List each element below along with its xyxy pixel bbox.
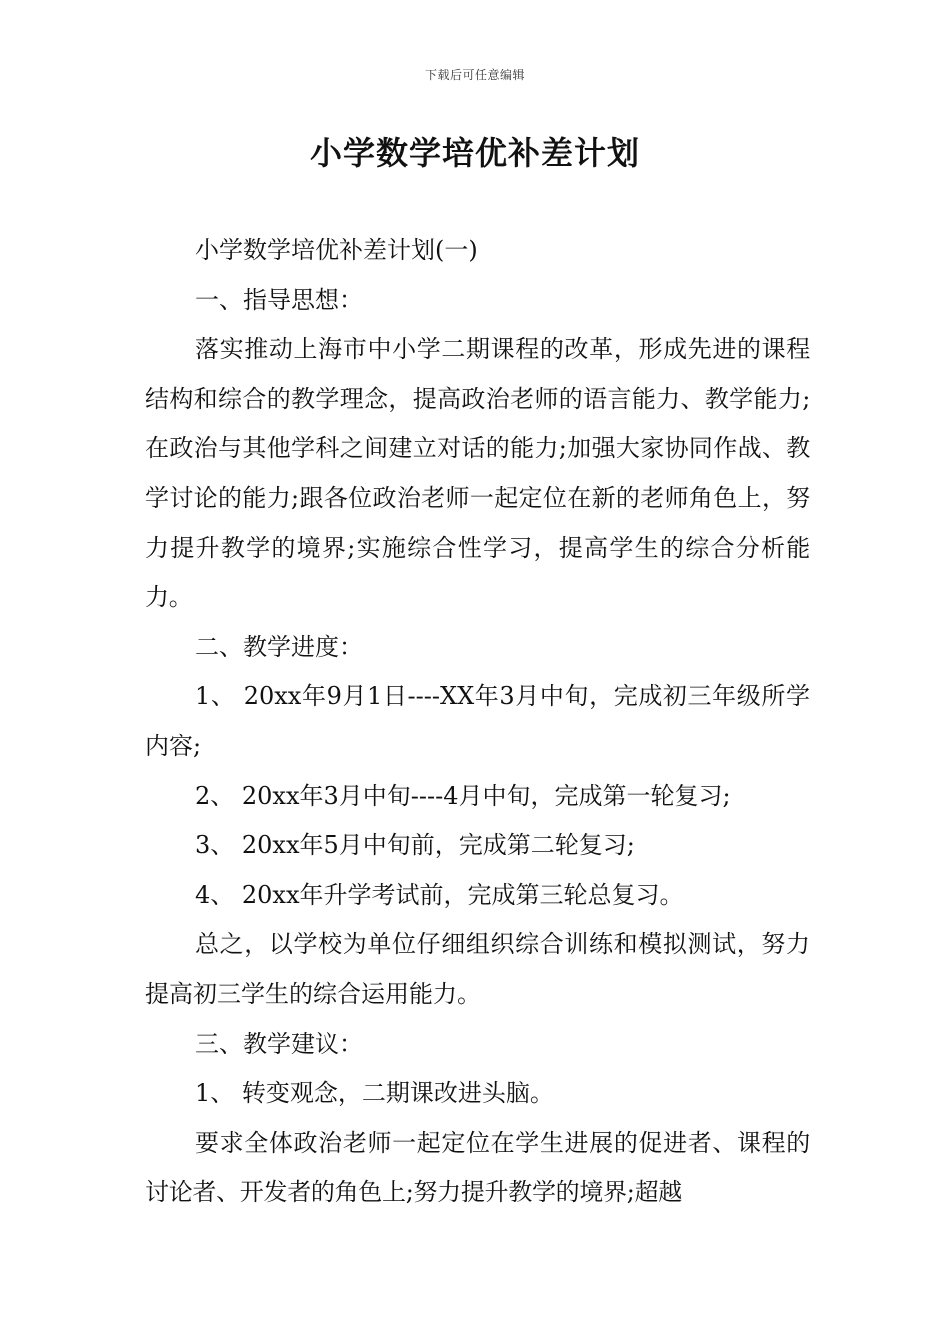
progress-item-2: 2、 20xx年3月中旬----4月中旬，完成第一轮复习; [195, 781, 731, 810]
progress-item-3: 3、 20xx年5月中旬前，完成第二轮复习; [195, 831, 635, 860]
suggestion-item-1: 1、 转变观念，二期课改进头脑。 [195, 1079, 554, 1108]
paragraph-guiding-ideology: 落实推动上海市中小学二期课程的改革，形成先进的课程结构和综合的教学理念，提高政治老师的语言能力、教学能力;在政治与其他学科之间建立对话的能力;加强大家协同作战、教学讨论的能力;跟各位政治老师一起定位在新的老师角色上，努力提升教学的境界;实施综合性学习，提高学生的综合分析能力。 [145, 335, 810, 612]
heading-teaching-suggestions: 三、教学建议： [195, 1029, 363, 1058]
paragraph-summary: 总之，以学校为单位仔细组织综合训练和模拟测试，努力提高初三学生的综合运用能力。 [145, 930, 810, 1008]
section-subtitle: 小学数学培优补差计划(一) [195, 236, 478, 264]
header-note: 下载后可任意编辑 [424, 68, 525, 82]
paragraph-suggestion-detail: 要求全体政治老师一起定位在学生进展的促进者、课程的讨论者、开发者的角色上;努力提升教学的境界;超越 [145, 1128, 810, 1207]
heading-guiding-ideology: 一、指导思想： [195, 285, 363, 314]
progress-item-4: 4、 20xx年升学考试前，完成第三轮总复习。 [195, 880, 684, 909]
document-title: 小学数学培优补差计划 [309, 134, 640, 172]
heading-teaching-progress: 二、教学进度： [195, 632, 363, 661]
progress-item-1: 1、 20xx年9月1日----XX年3月中旬，完成初三年级所学内容; [145, 682, 810, 760]
document-body [145, 226, 810, 1218]
